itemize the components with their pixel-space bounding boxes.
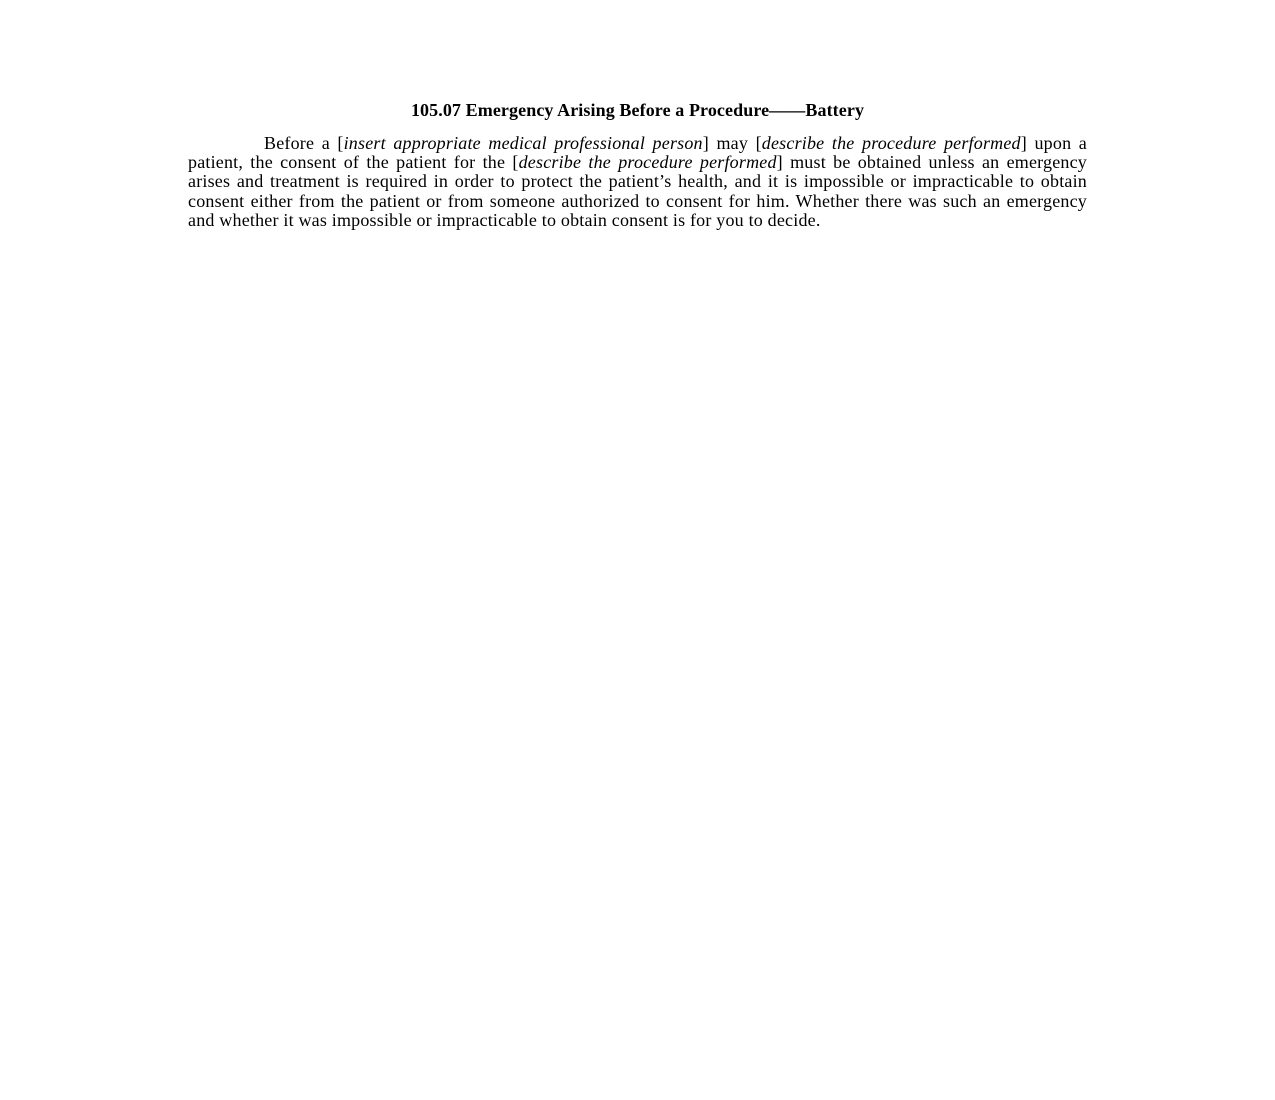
instruction-paragraph (188, 134, 1087, 230)
section-heading: 105.07 Emergency Arising Before a Procedure——Battery (410, 100, 865, 120)
paragraph-text-3: ] upon a patient, the consent of the patient for the [ (188, 133, 1087, 173)
paragraph-text-4: ] must be obtained unless an emergency arises and treatment is required in order to protect the patient’s health, and it is impossible or impracticable to obtain consent either from the patient or from someone authorized to consent for him. Whether there was such an emergency and whether it was impossible or impracticable to obtain consent is for you to decide. (188, 152, 1088, 230)
paragraph-text-1: Before a [ (264, 133, 344, 153)
placeholder-procedure-2: describe the procedure performed (518, 152, 777, 173)
paragraph-text-2: ] may [ (702, 133, 762, 153)
placeholder-procedure-1: describe the procedure performed (761, 133, 1021, 153)
placeholder-medical-professional: insert appropriate medical professional person (343, 133, 703, 153)
document-content (188, 98, 1087, 230)
